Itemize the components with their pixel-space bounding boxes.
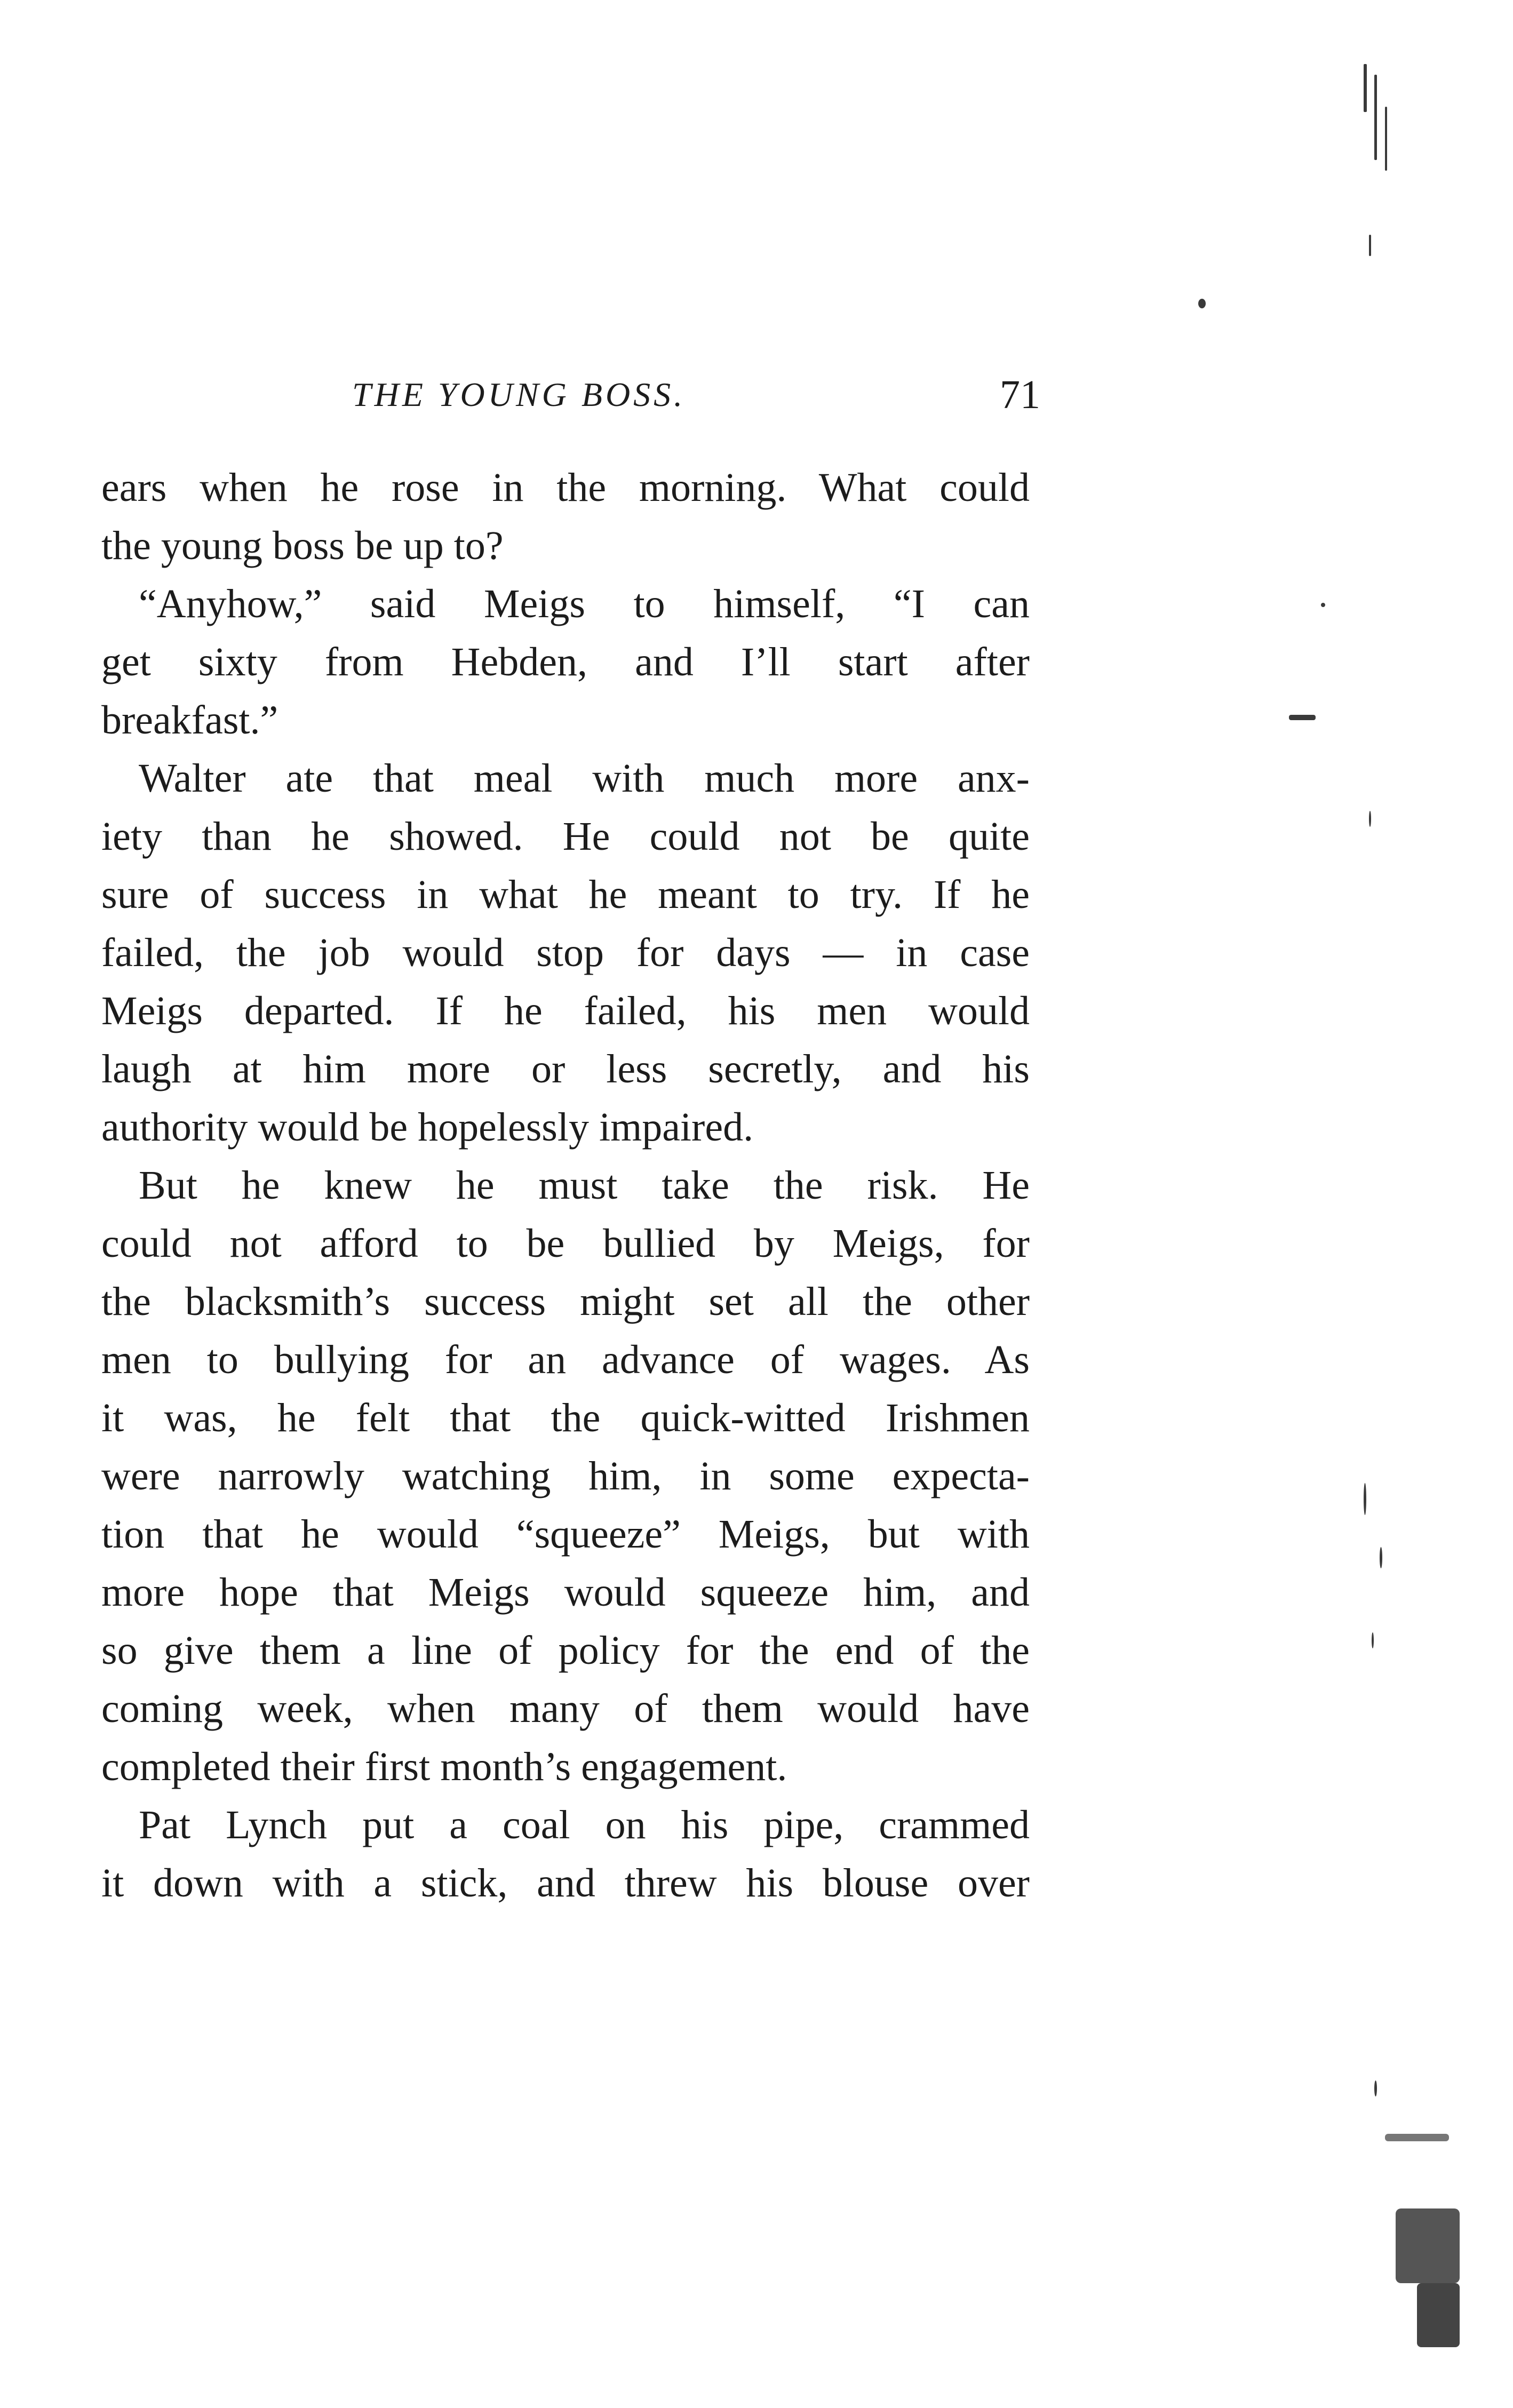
scan-speck bbox=[1198, 299, 1206, 308]
text-line: failed, the job would stop for days — in case bbox=[101, 930, 1030, 975]
scan-speck bbox=[1380, 1547, 1382, 1568]
text-line: more hope that Meigs would squeeze him, and bbox=[101, 1570, 1030, 1615]
scan-speck bbox=[1321, 603, 1325, 607]
running-head bbox=[101, 368, 1040, 421]
text-line: completed their first month’s engagement. bbox=[101, 1744, 787, 1789]
scan-speck bbox=[1417, 2283, 1460, 2347]
scan-speck bbox=[1385, 107, 1387, 171]
text-line: so give them a line of policy for the end of the bbox=[101, 1628, 1030, 1673]
text-line: get sixty from Hebden, and I’ll start after bbox=[101, 640, 1030, 684]
body-text bbox=[101, 459, 1030, 1912]
text-line: men to bullying for an advance of wages. As bbox=[101, 1337, 1030, 1382]
scan-speck bbox=[1396, 2208, 1460, 2283]
text-line: laugh at him more or less secretly, and his bbox=[101, 1047, 1030, 1091]
text-line: Pat Lynch put a coal on his pipe, crammed bbox=[139, 1803, 1030, 1847]
text-line: iety than he showed. He could not be quite bbox=[101, 814, 1030, 859]
text-line: ears when he rose in the morning. What could bbox=[101, 465, 1030, 510]
text-line: Walter ate that meal with much more anx- bbox=[139, 756, 1030, 801]
text-line: it was, he felt that the quick-witted Irishmen bbox=[101, 1396, 1030, 1440]
text-line: “Anyhow,” said Meigs to himself, “I can bbox=[139, 581, 1030, 626]
scan-speck bbox=[1364, 64, 1367, 112]
text-line: But he knew he must take the risk. He bbox=[139, 1163, 1030, 1208]
scan-speck bbox=[1372, 1632, 1374, 1648]
text-line: breakfast.” bbox=[101, 698, 278, 743]
running-title: THE YOUNG BOSS. bbox=[352, 376, 686, 413]
text-line: tion that he would “squeeze” Meigs, but with bbox=[101, 1512, 1030, 1557]
text-line: could not afford to be bullied by Meigs, for bbox=[101, 1221, 1030, 1266]
text-line: it down with a stick, and threw his blouse over bbox=[101, 1861, 1030, 1905]
text-line: the blacksmith’s success might set all the other bbox=[101, 1279, 1030, 1324]
text-line: sure of success in what he meant to try. If he bbox=[101, 872, 1030, 917]
scan-edge-noise bbox=[1332, 43, 1481, 2390]
scan-speck bbox=[1369, 811, 1371, 827]
text-line: Meigs departed. If he failed, his men would bbox=[101, 988, 1030, 1033]
text-line: were narrowly watching him, in some expecta- bbox=[101, 1454, 1030, 1498]
scan-speck bbox=[1374, 2080, 1377, 2096]
scan-speck bbox=[1385, 2134, 1449, 2141]
scan-speck bbox=[1289, 715, 1316, 720]
page-number: 71 bbox=[1000, 372, 1040, 417]
scan-speck bbox=[1374, 75, 1377, 160]
scan-speck bbox=[1369, 235, 1371, 256]
text-line: the young boss be up to? bbox=[101, 523, 504, 568]
text-line: coming week, when many of them would have bbox=[101, 1686, 1030, 1731]
scan-speck bbox=[1364, 1483, 1366, 1515]
text-line: authority would be hopelessly impaired. bbox=[101, 1105, 754, 1150]
